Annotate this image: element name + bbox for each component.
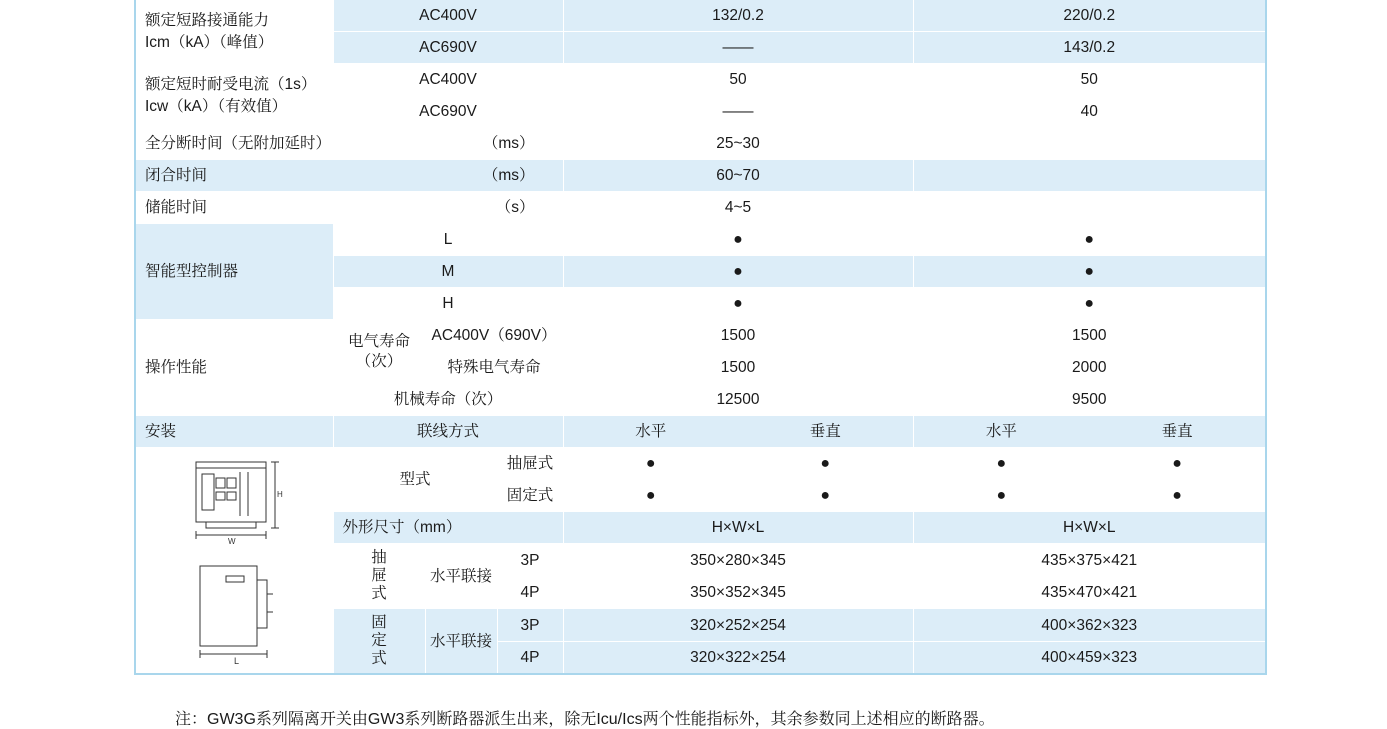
table-row bbox=[135, 448, 1266, 480]
dot-mark: ● bbox=[913, 256, 1266, 288]
value-cell: 350×280×345 bbox=[563, 544, 913, 577]
breaker-drawing bbox=[136, 448, 332, 673]
table-row bbox=[135, 192, 1266, 224]
table-row bbox=[135, 128, 1266, 160]
fixed-type-label: 固定式 bbox=[497, 480, 563, 512]
voltage-cell: AC690V bbox=[333, 32, 563, 64]
value-cell: 40 bbox=[913, 96, 1266, 128]
dot-mark: ● bbox=[913, 288, 1266, 320]
close-time-label: 闭合时间 （ms） bbox=[135, 160, 563, 192]
value-cell: 350×352×345 bbox=[563, 577, 913, 609]
icw-label: 额定短时耐受电流（1s） Icw（kA）（有效值） bbox=[135, 64, 333, 128]
elec-life-label: 电气寿命 （次） bbox=[333, 320, 425, 384]
value-cell: 400×362×323 bbox=[913, 609, 1266, 642]
dot-mark: ● bbox=[563, 224, 913, 256]
dim-h-label: H bbox=[277, 490, 284, 499]
elec-special-label: 特殊电气寿命 bbox=[425, 352, 563, 384]
value-cell: 220/0.2 bbox=[913, 0, 1266, 32]
table-row bbox=[135, 416, 1266, 448]
charge-time-label: 储能时间 （s） bbox=[135, 192, 563, 224]
pole-label: 3P bbox=[497, 609, 563, 642]
controller-label: 智能型控制器 bbox=[135, 224, 333, 320]
voltage-cell: AC400V bbox=[333, 0, 563, 32]
operation-label: 操作性能 bbox=[135, 320, 333, 416]
wiring-label: 联线方式 bbox=[333, 416, 563, 448]
dim-w-label: W bbox=[228, 537, 236, 546]
dot-mark: ● bbox=[563, 288, 913, 320]
pole-label: 3P bbox=[497, 544, 563, 577]
value-cell: 400×459×323 bbox=[913, 642, 1266, 675]
value-cell: 12500 bbox=[563, 384, 913, 416]
orientation-cell: 水平 垂直 bbox=[563, 416, 913, 448]
value-cell: 435×470×421 bbox=[913, 577, 1266, 609]
controller-type: L bbox=[333, 224, 563, 256]
value-cell: 1500 bbox=[913, 320, 1266, 352]
value-cell: 1500 bbox=[563, 352, 913, 384]
value-cell: 2000 bbox=[913, 352, 1266, 384]
table-row bbox=[135, 160, 1266, 192]
value-cell: 60~70 bbox=[563, 160, 913, 192]
value-cell: 25~30 bbox=[563, 128, 913, 160]
table-row bbox=[135, 320, 1266, 352]
table-row bbox=[135, 64, 1266, 96]
pole-label: 4P bbox=[497, 642, 563, 675]
footnote: 注：GW3G系列隔离开关由GW3系列断路器派生出来，除无Icu/Ics两个性能指标外，其余参数同上述相应的断路器。 bbox=[175, 711, 995, 728]
dims-format: H×W×L bbox=[563, 512, 913, 544]
value-cell: —— bbox=[563, 32, 913, 64]
value-cell: 9500 bbox=[913, 384, 1266, 416]
drawer-connection: 水平联接 bbox=[425, 544, 497, 609]
value-cell: 143/0.2 bbox=[913, 32, 1266, 64]
dot-pair: ● ● bbox=[563, 448, 913, 480]
dot-mark: ● bbox=[913, 224, 1266, 256]
value-cell: 320×252×254 bbox=[563, 609, 913, 642]
value-cell bbox=[913, 192, 1266, 224]
orientation-cell: 水平 垂直 bbox=[913, 416, 1266, 448]
mech-life-label: 机械寿命（次） bbox=[333, 384, 563, 416]
voltage-cell: AC400V bbox=[333, 64, 563, 96]
dot-pair: ● ● bbox=[913, 448, 1266, 480]
value-cell bbox=[913, 128, 1266, 160]
install-label: 安装 bbox=[135, 416, 333, 448]
dot-pair: ● ● bbox=[913, 480, 1266, 512]
value-cell: 132/0.2 bbox=[563, 0, 913, 32]
break-time-label: 全分断时间（无附加延时） （ms） bbox=[135, 128, 563, 160]
voltage-cell: AC690V bbox=[333, 96, 563, 128]
value-cell: 320×322×254 bbox=[563, 642, 913, 675]
dims-label: 外形尺寸（mm） bbox=[333, 512, 563, 544]
value-cell: 1500 bbox=[563, 320, 913, 352]
fixed-connection: 水平联接 bbox=[425, 609, 497, 675]
value-cell: —— bbox=[563, 96, 913, 128]
type-label: 型式 bbox=[333, 448, 497, 512]
value-cell: 50 bbox=[563, 64, 913, 96]
dim-l-label: L bbox=[234, 656, 240, 666]
table-row bbox=[135, 0, 1266, 32]
value-cell: 435×375×421 bbox=[913, 544, 1266, 577]
controller-type: M bbox=[333, 256, 563, 288]
icm-label: 额定短路接通能力 Icm（kA）（峰值） bbox=[135, 0, 333, 64]
controller-type: H bbox=[333, 288, 563, 320]
pole-label: 4P bbox=[497, 577, 563, 609]
value-cell bbox=[913, 160, 1266, 192]
dot-pair: ● ● bbox=[563, 480, 913, 512]
value-cell: 4~5 bbox=[563, 192, 913, 224]
value-cell: 50 bbox=[913, 64, 1266, 96]
table-row bbox=[135, 224, 1266, 256]
elec-ac-label: AC400V（690V） bbox=[425, 320, 563, 352]
dims-format: H×W×L bbox=[913, 512, 1266, 544]
dimension-drawings bbox=[135, 448, 333, 675]
dot-mark: ● bbox=[563, 256, 913, 288]
drawer-type-label: 抽屉式 bbox=[497, 448, 563, 480]
drawer-vertical-label: 抽 屉 式 bbox=[333, 544, 425, 609]
spec-table bbox=[134, 0, 1267, 675]
fixed-vertical-label: 固 定 式 bbox=[333, 609, 425, 675]
